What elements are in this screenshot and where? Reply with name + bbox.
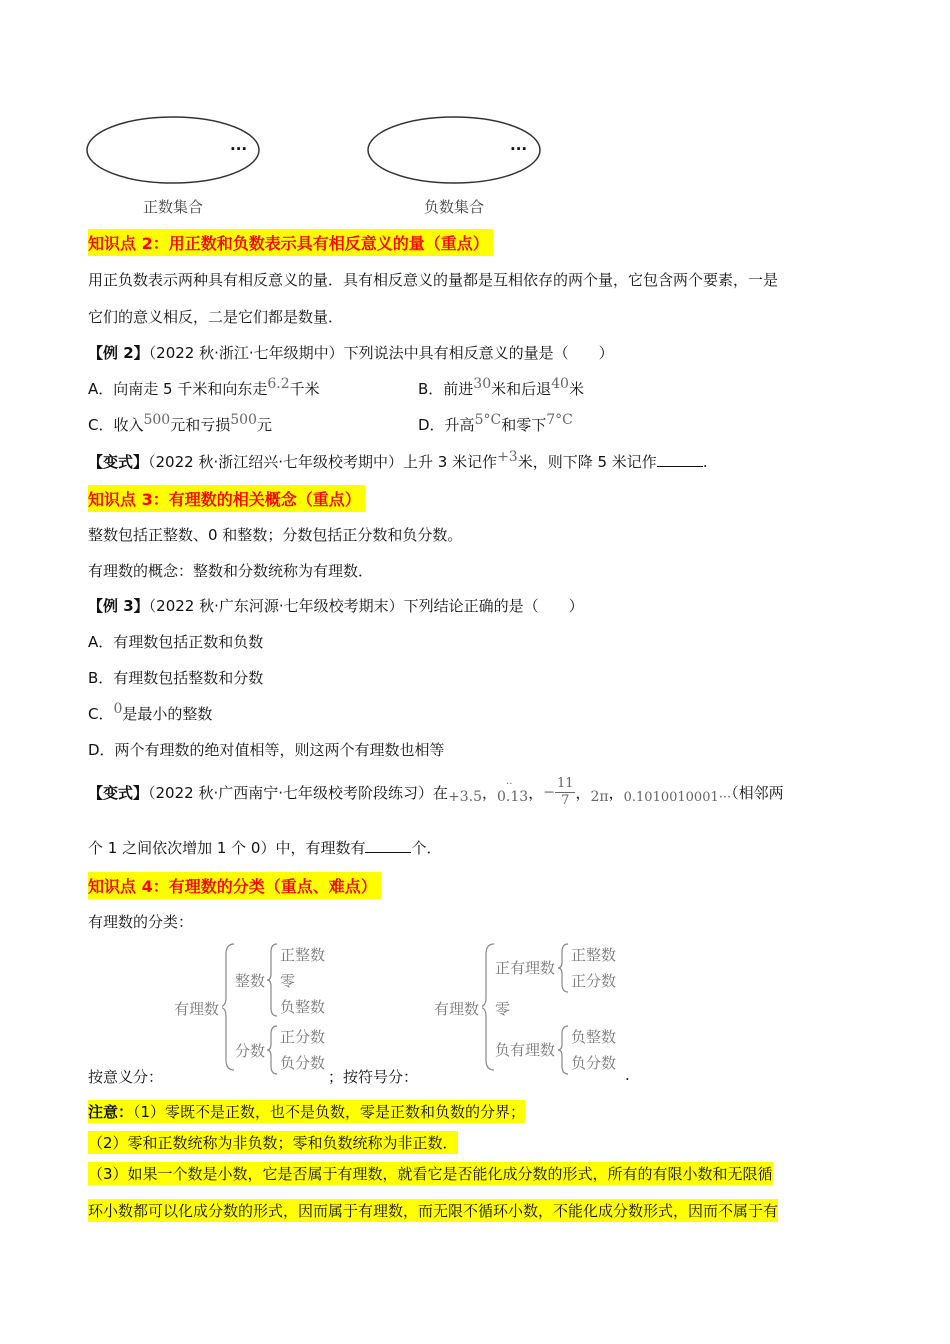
tree1-fraction-brace: [267, 1024, 281, 1076]
variant3-sep-1: ，: [482, 784, 498, 802]
kp4-intro: 有理数的分类：: [88, 913, 194, 931]
variant2: [88, 451, 708, 472]
variant3-tag: 【变式】: [88, 784, 149, 802]
kp3-text-line2: 有理数的概念：整数和分数统称为有理数．: [88, 562, 374, 580]
tree1-neg-int: 负整数: [280, 998, 326, 1016]
variant3-sep-3: ，: [575, 784, 591, 802]
negative-set-dots: ···: [510, 140, 528, 158]
variant3-line2-end: 个．: [411, 839, 442, 857]
variant3-line2: [88, 837, 442, 858]
kp2-text-line2: 它们的意义相反，二是它们都是数量．: [88, 308, 344, 326]
option-c-text: C．收入: [88, 416, 144, 434]
example2-option-c: [88, 414, 272, 435]
example3-option-c: [88, 703, 212, 724]
tree1-neg-frac: 负分数: [280, 1054, 326, 1072]
variant3-num-5: 0.1010010001···: [623, 790, 732, 805]
example2-option-a: [88, 378, 320, 399]
tree2-zero: 零: [495, 1000, 511, 1018]
option-b-text: B．前进: [418, 380, 474, 398]
variant3-text: （2022 秋·广西南宁·七年级校考阶段练习）在: [148, 784, 448, 802]
tree2-pos-frac: 正分数: [571, 972, 617, 990]
option-b-math1: 30: [473, 376, 492, 392]
example2-text: （2022 秋·浙江·七年级期中）下列说法中具有相反意义的量是（ ）: [148, 344, 614, 362]
variant3-sep-4: ，: [608, 784, 624, 802]
option-b-math2: 40: [551, 376, 569, 392]
tree2-pos-int: 正整数: [571, 946, 617, 964]
tree2-root: 有理数: [434, 1000, 480, 1018]
example2-option-b: [418, 378, 584, 399]
example3-option-a: A．有理数包括正数和负数: [88, 633, 264, 651]
variant3-answer-blank[interactable]: [365, 840, 411, 853]
variant3-num-4: 2π: [590, 789, 609, 805]
tree2-pos-rational: 正有理数: [495, 959, 556, 977]
tree1-fraction: 分数: [235, 1042, 266, 1060]
note-label: 注意：: [88, 1103, 134, 1121]
option-c-math2: 500: [230, 412, 257, 428]
option-c-math1: 500: [143, 412, 171, 428]
tree1-pos-int: 正整数: [280, 946, 326, 964]
tree1-integer-brace: [267, 942, 281, 1018]
option-b-mid: 米和后退: [491, 380, 552, 398]
kp2-text-line1: 用正负数表示两种具有相反意义的量．具有相反意义的量都是互相依存的两个量，它包含两个要素，一是: [88, 271, 779, 289]
positive-set-label: 正数集合: [143, 198, 204, 216]
note-1: （1）零既不是正数，也不是负数，零是正数和负数的分界；: [133, 1103, 526, 1121]
example3-question: [88, 595, 584, 616]
tree1-integer: 整数: [235, 972, 266, 990]
by-meaning-label: 按意义分：: [88, 1068, 164, 1086]
option-d-mid: 和零下: [501, 416, 547, 434]
tree1-root: 有理数: [174, 1000, 220, 1018]
tree2-neg-rational: 负有理数: [495, 1041, 556, 1059]
note-line3a: （3）如果一个数是小数，它是否属于有理数，就看它是否能化成分数的形式，所有的有限小数和无限循: [88, 1162, 773, 1185]
note-line1: [88, 1100, 525, 1123]
repeating-decimal: 0.13: [497, 789, 529, 805]
tree2-neg-brace: [558, 1024, 572, 1076]
option-b-unit: 米: [568, 380, 584, 398]
option-c-unit: 元: [256, 416, 272, 434]
option-d-text: D．升高: [418, 416, 475, 434]
tree1-zero: 零: [280, 972, 296, 990]
variant3-text-post: （相邻两: [731, 784, 784, 802]
variant2-math: +3: [497, 449, 518, 465]
example3-option-d: D．两个有理数的绝对值相等，则这两个有理数也相等: [88, 741, 445, 759]
note-line3b: 环小数都可以化成分数的形式，因而属于有理数，而无限不循环小数，不能化成分数形式，因而不属于有: [88, 1199, 778, 1222]
variant3-num-1: +3.5: [448, 789, 482, 805]
tree1-pos-frac: 正分数: [280, 1028, 326, 1046]
kp2-heading: 知识点 2：用正数和负数表示具有相反意义的量（重点）: [88, 229, 493, 256]
variant2-answer-blank[interactable]: [657, 454, 703, 467]
option-c-zero: 0: [113, 701, 123, 717]
tree2-pos-brace: [558, 942, 572, 994]
option-d-math1: 5°C: [474, 412, 502, 428]
variant3-line1: [88, 776, 784, 816]
by-sign-label: ；按符号分：: [328, 1068, 419, 1086]
note-line2: （2）零和正数统称为非负数；零和负数统称为非正数．: [88, 1131, 458, 1154]
option-d-math2: 7°C: [546, 412, 573, 428]
negative-set-label: 负数集合: [424, 198, 485, 216]
tree2-neg-frac: 负分数: [571, 1054, 617, 1072]
kp3-heading: 知识点 3：有理数的相关概念（重点）: [88, 485, 365, 512]
repeat-dots: ··: [506, 779, 513, 790]
variant3-fraction: [555, 776, 576, 809]
tree2-neg-int: 负整数: [571, 1028, 617, 1046]
kp4-heading: 知识点 4：有理数的分类（重点、难点）: [88, 872, 381, 899]
variant2-tag: 【变式】: [88, 453, 149, 471]
option-c-label: C．: [88, 705, 114, 723]
variant2-text: （2022 秋·浙江绍兴·七年级校考期中）上升 3 米记作: [148, 453, 498, 471]
positive-set-dots: ···: [230, 140, 248, 158]
fraction-numerator: 11: [556, 776, 574, 791]
variant3-num-2: [497, 779, 529, 805]
variant3-minus: −: [543, 784, 555, 801]
variant3-line2-text: 个 1 之间依次增加 1 个 0）中，有理数有: [88, 839, 366, 857]
classification-end: .: [625, 1066, 630, 1084]
fraction-denominator: 7: [561, 793, 570, 808]
example2-tag: 【例 2】: [88, 344, 149, 362]
variant2-end: .: [702, 453, 708, 471]
example3-text: （2022 秋·广东河源·七年级校考期末）下列结论正确的是（ ）: [148, 597, 584, 615]
option-a-math: 6.2: [267, 376, 290, 392]
example3-tag: 【例 3】: [88, 597, 149, 615]
option-a-unit: 千米: [289, 380, 320, 398]
option-c-mid: 元和亏损: [170, 416, 231, 434]
option-a-text: A．向南走 5 千米和向东走: [88, 380, 268, 398]
example2-option-d: [418, 414, 573, 435]
variant2-text-post: 米，则下降 5 米记作: [517, 453, 657, 471]
example2-question: [88, 342, 614, 363]
example3-option-b: B．有理数包括整数和分数: [88, 669, 264, 687]
option-c-text: 是最小的整数: [122, 705, 213, 723]
kp3-text-line1: 整数包括正整数、0 和整数；分数包括正分数和负分数。: [88, 526, 463, 544]
variant3-sep-2: ，: [528, 784, 544, 802]
